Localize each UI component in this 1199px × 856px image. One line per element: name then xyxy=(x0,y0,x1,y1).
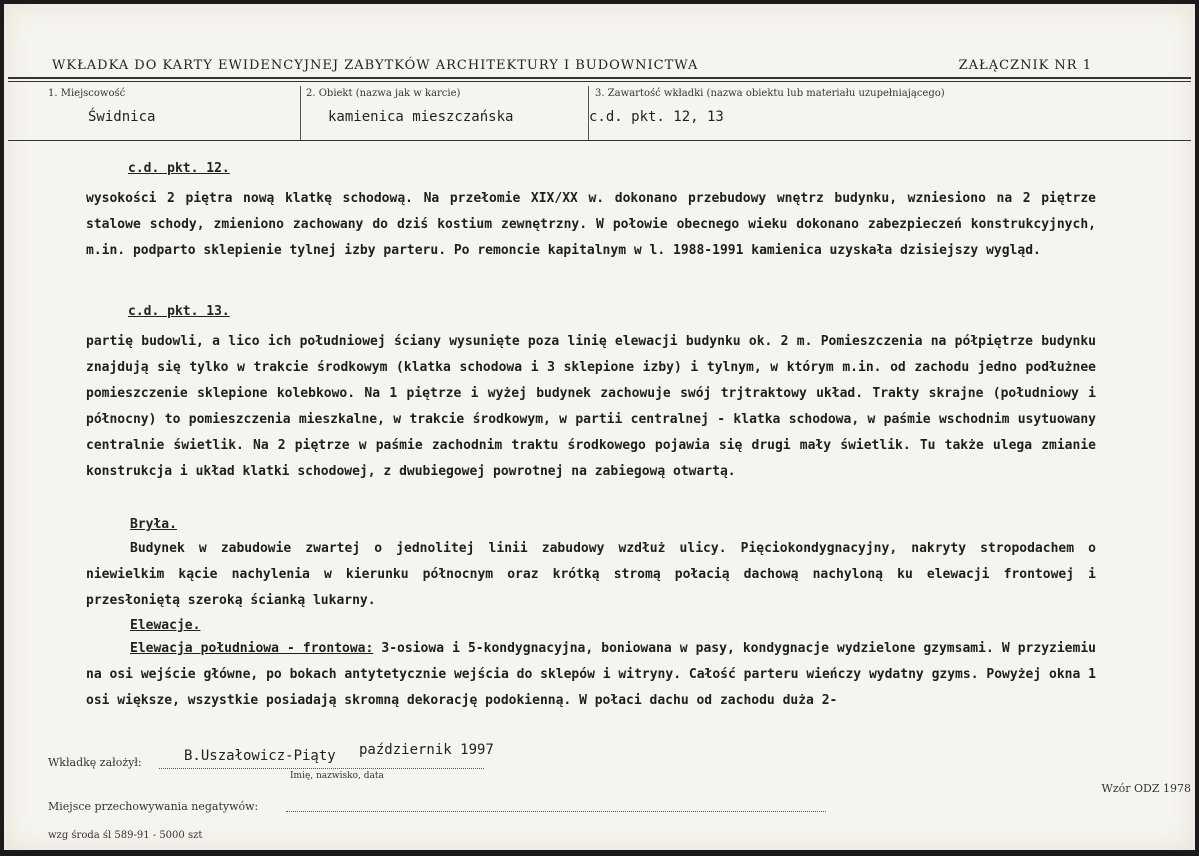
field-1-label: 1. Miejscowość xyxy=(48,88,126,99)
section-12-heading: c.d. pkt. 12. xyxy=(128,161,230,176)
fields-rule xyxy=(8,140,1191,141)
card-header xyxy=(52,58,1092,73)
field-divider xyxy=(300,86,301,141)
elewacje-text: 3-osiowa i 5-kondygnacyjna, boniowana w pasy, kondygnacje wydzielone gzymsami. W przyziemiu na osi wejście główne, po bokach antytetycznie wejścia do sklepów i witryny. Całość parteru wieńczy wydatny gzyms. Powyżej okna 1 osi większe, wszystkie posiadają skromną dekorację podokienną. W połaci dachu od zachodu duża 2- xyxy=(86,641,1096,708)
field-1-value: Świdnica xyxy=(88,109,156,125)
field-3-label: 3. Zawartość wkładki (nazwa obiektu lub materiału uzupełniającego) xyxy=(595,88,945,99)
author-date: październik 1997 xyxy=(359,742,494,758)
section-12-text: wysokości 2 piętra nową klatkę schodową. Na przełomie XIX/XX w. dokonano przebudowy wnętrz budynku, wzniesiono na 2 piętrze stalowe schody, zmieniono zachowany do dziś kostium zewnętrzny. W połowie obecnego wieku dokonano zabezpieczeń konstrukcyjnych, m.in. podparto sklepienie tylnej izby parteru. Po remoncie kapitalnym w l. 1988-1991 kamienica uzyskała dzisiejszy wygląd. xyxy=(86,191,1096,258)
author-name: B.Uszałowicz-Piąty xyxy=(184,748,336,764)
print-info: wzg środa śl 589-91 - 5000 szt xyxy=(48,830,203,841)
field-2-value: kamienica mieszczańska xyxy=(328,109,514,125)
record-card xyxy=(4,4,1195,850)
elewacje-lead: Elewacja południowa - frontowa: xyxy=(130,641,374,656)
elewacje-heading: Elewacje. xyxy=(130,618,201,633)
annex-number: ZAŁĄCZNIK NR 1 xyxy=(958,58,1092,73)
negatives-line xyxy=(286,811,826,812)
bryla-text: Budynek w zabudowie zwartej o jednolitej linii zabudowy wzdłuż ulicy. Pięciokondygnacyjny, nakryty stropodachem o niewielkim kącie nachylenia w kierunku północnym oraz krótką stromą połacią dachową nachyloną ku elewacji frontowej i przesłoniętą szeroką ścianką lukarny. xyxy=(86,541,1096,608)
pattern-label: Wzór ODZ 1978 xyxy=(1101,782,1191,795)
elewacje-paragraph xyxy=(86,636,1096,714)
card-title: WKŁADKA DO KARTY EWIDENCYJNEJ ZABYTKÓW ARCHITEKTURY I BUDOWNICTWA xyxy=(52,58,699,73)
negatives-label: Miejsce przechowywania negatywów: xyxy=(48,800,259,813)
field-3-value: c.d. pkt. 12, 13 xyxy=(589,109,724,125)
header-rule-thin xyxy=(8,81,1191,82)
section-13-heading: c.d. pkt. 13. xyxy=(128,304,230,319)
header-rule xyxy=(8,77,1191,79)
author-label: Wkładkę założył: xyxy=(48,756,142,769)
author-caption: Imię, nazwisko, data xyxy=(290,771,384,781)
section-13-text: partię budowli, a lico ich południowej ściany wysunięte poza linię elewacji budynku ok. 2 m. Pomieszczenia na półpiętrze budynku znajdują się tylko w trakcie środkowym (klatka schodowa i 3 sklepione izby) i tylnym, w którym m.in. od zachodu jedno podłużnee pomieszczenie sklepione kolebkowo. Na 1 piętrze i wyżej budynek zachowuje swój trjtraktowy układ. Trakty skrajne (południowy i północny) to pomieszczenia mieszkalne, w trakcie środkowym, w partii centralnej - klatka schodowa, w paśmie wschodnim usytuowany centralnie świetlik. Na 2 piętrze w paśmie zachodnim traktu środkowego pojawia się drugi mały świetlik. Tu także ulega zmianie konstrukcja i układ klatki schodowej, z dwubiegowej powrotnej na zabiegową otwartą. xyxy=(86,334,1096,479)
field-2-label: 2. Obiekt (nazwa jak w karcie) xyxy=(306,88,461,99)
bryla-heading: Bryła. xyxy=(130,517,177,532)
author-line xyxy=(159,768,484,769)
